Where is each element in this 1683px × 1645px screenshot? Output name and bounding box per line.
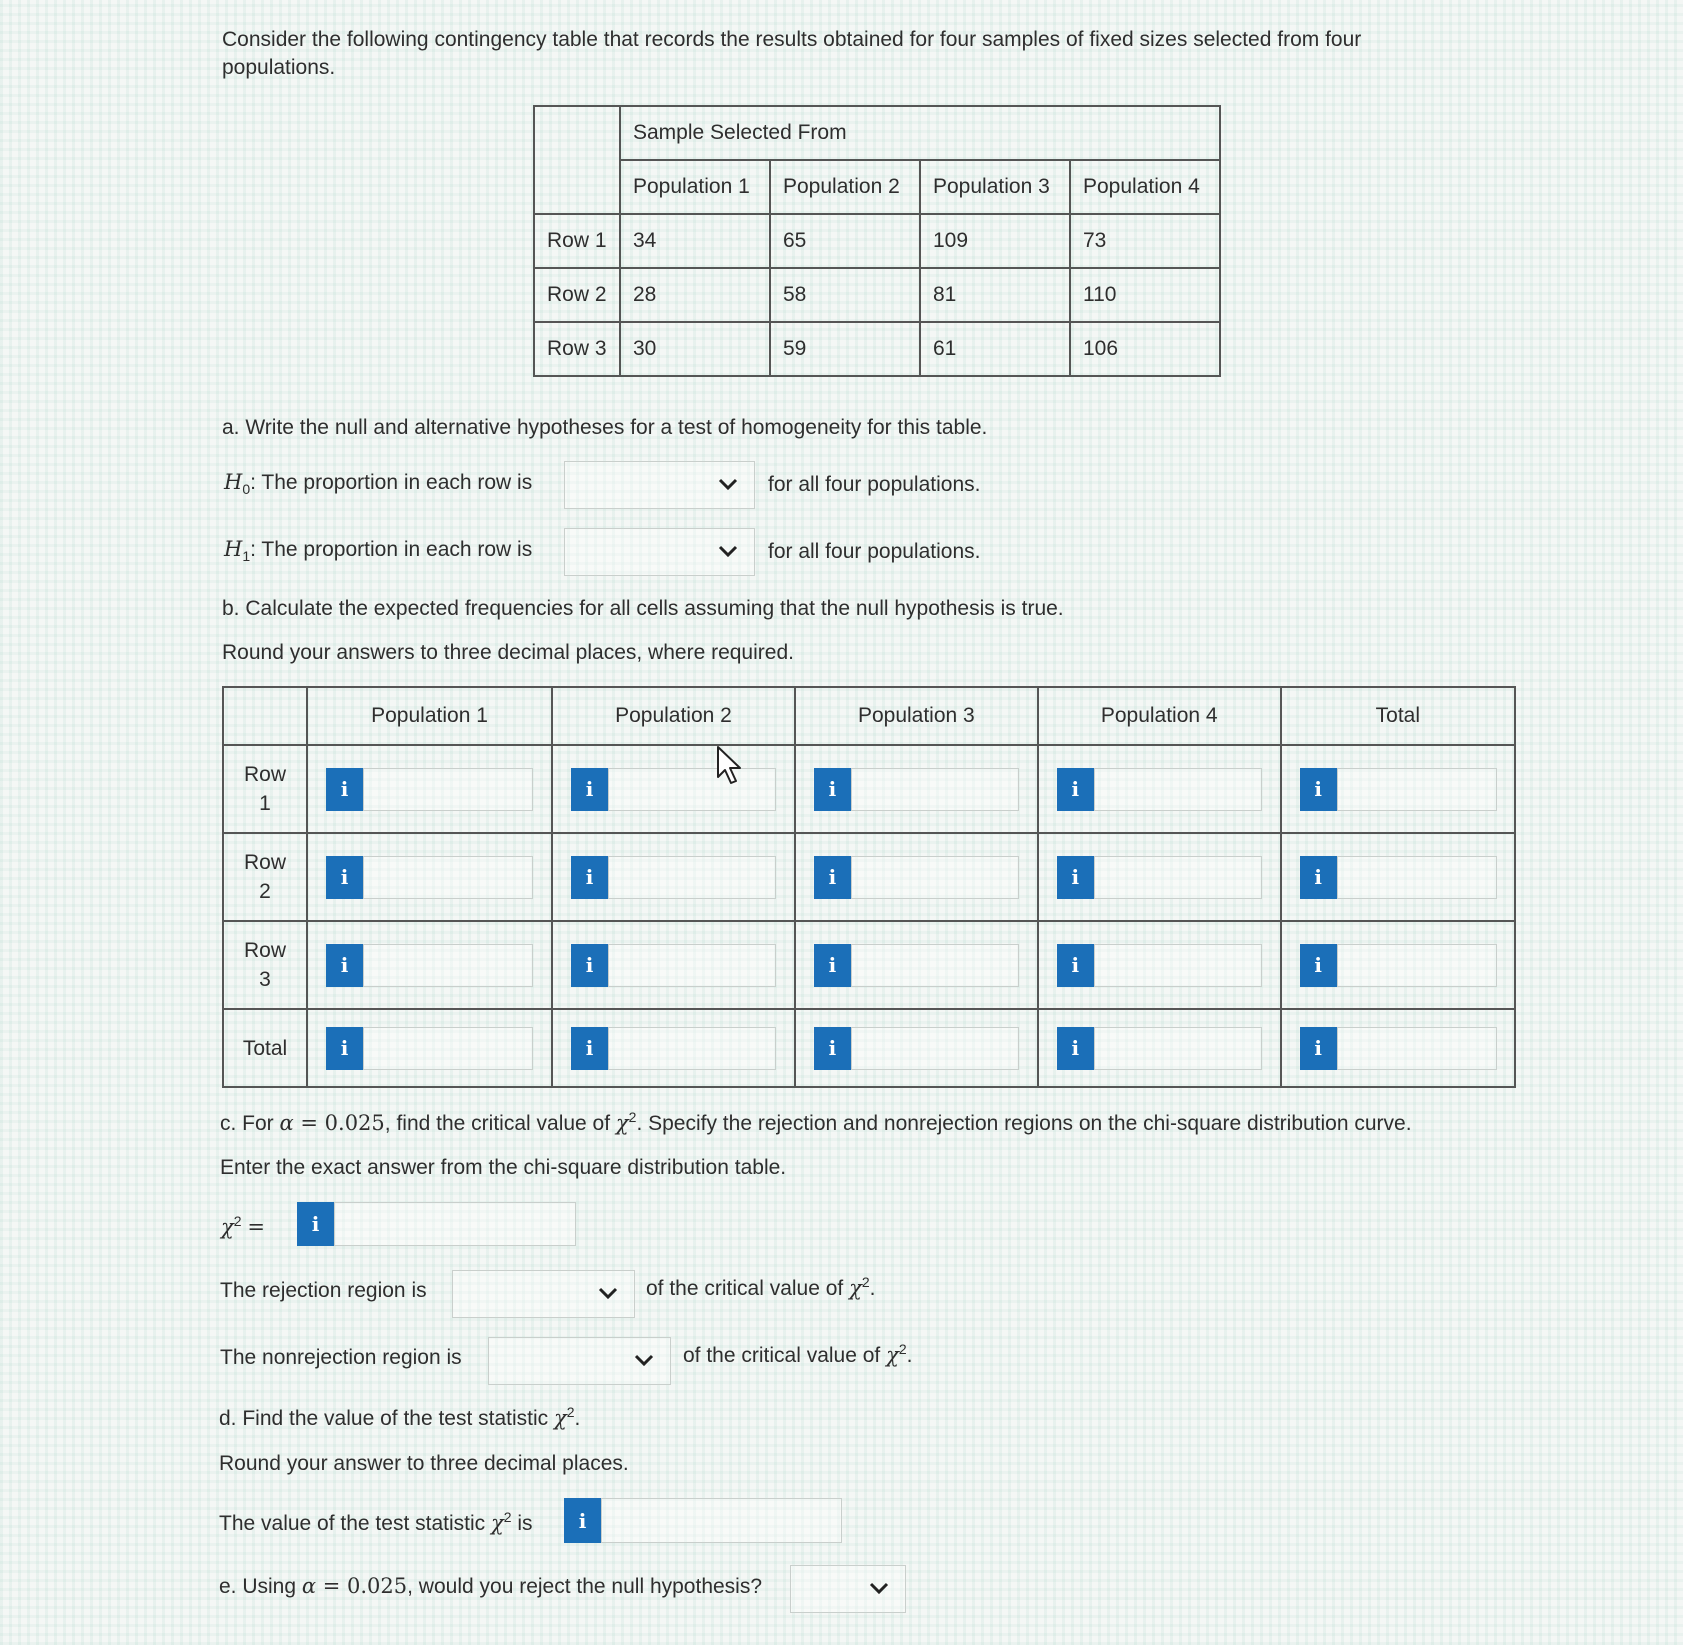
table-cell: 106 (1070, 322, 1220, 376)
answer-input[interactable] (1337, 944, 1497, 987)
chi-symbol: χ (490, 1511, 504, 1535)
h0-after: for all four populations. (768, 473, 981, 496)
h1-text: : The proportion in each row is (250, 538, 533, 561)
part-c-note: Enter the exact answer from the chi-square distribution table. (220, 1156, 787, 1179)
table-row (534, 268, 1220, 322)
chi-exponent: 2 (566, 1404, 575, 1420)
answer-input[interactable] (363, 856, 533, 899)
chi-symbol: χ (554, 1406, 567, 1430)
answer-input[interactable] (851, 1027, 1019, 1070)
row-label-word: Row (243, 939, 286, 962)
table-cell: 110 (1070, 268, 1220, 322)
info-icon[interactable]: i (1300, 944, 1337, 987)
h0-subscript: 0 (242, 481, 251, 498)
row-label (223, 745, 307, 833)
row-label: Row 3 (534, 322, 620, 376)
nonrejection-region-dropdown[interactable] (488, 1337, 671, 1385)
chi-exponent: 2 (898, 1341, 907, 1357)
row-label (223, 921, 307, 1009)
chi-exponent: 2 (628, 1109, 637, 1125)
table-cell: 30 (620, 322, 770, 376)
info-icon[interactable]: i (297, 1202, 334, 1246)
rejection-region-dropdown[interactable] (452, 1270, 635, 1318)
chi-symbol: χ (221, 1215, 234, 1239)
chevron-down-icon (632, 1348, 656, 1372)
part-a-prompt: a. Write the null and alternative hypotheses for a test of homogeneity for this table. (222, 416, 988, 439)
test-statistic-label (219, 1509, 533, 1536)
h1-label (224, 537, 532, 564)
info-icon[interactable]: i (571, 1027, 608, 1070)
table-cell: 59 (770, 322, 920, 376)
table-cell: 81 (920, 268, 1070, 322)
alpha-symbol: α (279, 1111, 294, 1135)
answer-input[interactable] (851, 856, 1019, 899)
is-text: is (517, 1512, 533, 1535)
answer-input[interactable] (1094, 1027, 1262, 1070)
info-icon[interactable]: i (571, 856, 608, 899)
part-c-suffix: . Specify the rejection and nonrejection regions on the chi-square distribution curve. (636, 1112, 1412, 1135)
answer-input[interactable] (1337, 856, 1497, 899)
part-c-middle: , find the critical value of (384, 1112, 616, 1135)
info-icon[interactable]: i (1057, 768, 1094, 811)
info-icon[interactable]: i (326, 1027, 363, 1070)
expected-frequencies-table (222, 686, 1516, 1088)
h1-dropdown[interactable] (564, 528, 755, 576)
info-icon[interactable]: i (1057, 856, 1094, 899)
chi-exponent: 2 (233, 1213, 242, 1229)
part-d-prompt-text: d. Find the value of the test statistic (219, 1407, 549, 1430)
h0-text: : The proportion in each row is (250, 471, 533, 494)
intro-text-line2: populations. (222, 56, 336, 79)
info-icon[interactable]: i (814, 1027, 851, 1070)
col-header-population-1: Population 1 (620, 160, 770, 214)
nonrejection-region-label: The nonrejection region is (220, 1346, 462, 1369)
chevron-down-icon (596, 1281, 620, 1305)
h1-symbol: H (224, 537, 243, 561)
table-row (223, 921, 1515, 1009)
table-row (534, 214, 1220, 268)
critical-value-label (221, 1213, 265, 1240)
chi-symbol: χ (886, 1343, 899, 1367)
period: . (574, 1407, 581, 1430)
answer-input[interactable] (1337, 768, 1497, 811)
h0-label (224, 470, 532, 497)
part-d-round-note: Round your answer to three decimal places. (219, 1452, 629, 1475)
col-header-population-3: Population 3 (920, 160, 1070, 214)
critical-value-field (297, 1202, 576, 1246)
answer-input[interactable] (608, 944, 776, 987)
alpha-value: 0.025 (324, 1111, 385, 1135)
row-label: Row 1 (534, 214, 620, 268)
chevron-down-icon (867, 1576, 891, 1600)
group-header: Sample Selected From (620, 106, 1220, 160)
answer-input[interactable] (608, 1027, 776, 1070)
answer-input[interactable] (1094, 768, 1262, 811)
info-icon[interactable]: i (1300, 856, 1337, 899)
col-header-population-2: Population 2 (552, 687, 795, 745)
col-header-total: Total (1281, 687, 1515, 745)
table-cell: 65 (770, 214, 920, 268)
table-row-total (223, 1009, 1515, 1087)
info-icon[interactable]: i (326, 856, 363, 899)
row-label: Row 2 (534, 268, 620, 322)
chi-symbol: χ (849, 1276, 862, 1300)
chi-exponent: 2 (503, 1509, 512, 1525)
part-b-round-note: Round your answers to three decimal places, where required. (222, 641, 794, 664)
part-c-prompt (220, 1109, 1412, 1136)
answer-input[interactable] (851, 944, 1019, 987)
contingency-table (533, 105, 1221, 377)
h0-symbol: H (224, 470, 243, 494)
col-header-population-1: Population 1 (307, 687, 552, 745)
h0-dropdown[interactable] (564, 461, 755, 509)
part-d-prompt (219, 1404, 580, 1431)
test-statistic-field (564, 1498, 842, 1543)
table-cell: 34 (620, 214, 770, 268)
chi-symbol: χ (615, 1111, 629, 1135)
info-icon[interactable]: i (326, 768, 363, 811)
table-cell: 28 (620, 268, 770, 322)
answer-input[interactable] (1094, 944, 1262, 987)
nonrejection-after-text: of the critical value of (683, 1344, 881, 1367)
table-row (223, 745, 1515, 833)
info-icon[interactable]: i (564, 1498, 601, 1543)
period: . (869, 1277, 876, 1300)
row-label-word: Row (243, 763, 286, 786)
test-statistic-input[interactable] (601, 1498, 842, 1543)
chevron-down-icon (716, 539, 740, 563)
table-row (223, 833, 1515, 921)
col-header-population-2: Population 2 (770, 160, 920, 214)
part-e-prefix: e. Using (219, 1575, 302, 1598)
part-e-prompt (219, 1574, 762, 1599)
reject-null-dropdown[interactable] (790, 1565, 906, 1613)
answer-input[interactable] (1094, 856, 1262, 899)
part-e-suffix: , would you reject the null hypothesis? (407, 1575, 763, 1598)
info-icon[interactable]: i (814, 856, 851, 899)
part-b-prompt: b. Calculate the expected frequencies for all cells assuming that the null hypothesis is true. (222, 597, 1064, 620)
nonrejection-region-after (683, 1341, 912, 1368)
answer-input[interactable] (608, 856, 776, 899)
corner-cell (223, 687, 307, 745)
rejection-after-text: of the critical value of (646, 1277, 844, 1300)
info-icon[interactable]: i (814, 944, 851, 987)
col-header-population-4: Population 4 (1038, 687, 1281, 745)
info-icon[interactable]: i (1057, 944, 1094, 987)
answer-input[interactable] (363, 944, 533, 987)
row-label (223, 833, 307, 921)
row-label-number: 1 (259, 792, 271, 815)
mouse-cursor-icon (716, 745, 746, 787)
chevron-down-icon (716, 472, 740, 496)
table-cell: 73 (1070, 214, 1220, 268)
answer-input[interactable] (851, 768, 1019, 811)
info-icon[interactable]: i (571, 944, 608, 987)
chi-exponent: 2 (861, 1274, 870, 1290)
intro-text: Consider the following contingency table that records the results obtained for four samples of fixed sizes selected from four (222, 28, 1362, 51)
critical-value-input[interactable] (334, 1202, 576, 1246)
table-row (534, 322, 1220, 376)
info-icon[interactable]: i (571, 768, 608, 811)
info-icon[interactable]: i (326, 944, 363, 987)
equals-sign: = (293, 1111, 325, 1135)
info-icon[interactable]: i (1300, 1027, 1337, 1070)
test-statistic-text: The value of the test statistic (219, 1512, 486, 1535)
answer-input[interactable] (363, 768, 533, 811)
equals-sign: = (316, 1574, 348, 1598)
period: . (906, 1344, 913, 1367)
table-cell: 109 (920, 214, 1070, 268)
info-icon[interactable]: i (1057, 1027, 1094, 1070)
answer-input[interactable] (363, 1027, 533, 1070)
rejection-region-label: The rejection region is (220, 1279, 427, 1302)
rejection-region-after (646, 1274, 875, 1301)
col-header-population-3: Population 3 (795, 687, 1038, 745)
table-cell: 61 (920, 322, 1070, 376)
corner-cell (534, 106, 620, 214)
info-icon[interactable]: i (1300, 768, 1337, 811)
row-label-word: Row (243, 851, 286, 874)
table-cell: 58 (770, 268, 920, 322)
h1-subscript: 1 (242, 548, 251, 565)
col-header-population-4: Population 4 (1070, 160, 1220, 214)
h1-after: for all four populations. (768, 540, 981, 563)
part-c-prefix: c. For (220, 1112, 280, 1135)
alpha-symbol: α (301, 1574, 317, 1598)
alpha-value: 0.025 (347, 1574, 408, 1598)
answer-input[interactable] (608, 768, 776, 811)
row-label-number: 2 (259, 880, 271, 903)
row-label-number: 3 (259, 968, 271, 991)
answer-input[interactable] (1337, 1027, 1497, 1070)
total-row-label: Total (223, 1009, 307, 1087)
equals-sign: = (247, 1215, 265, 1239)
info-icon[interactable]: i (814, 768, 851, 811)
